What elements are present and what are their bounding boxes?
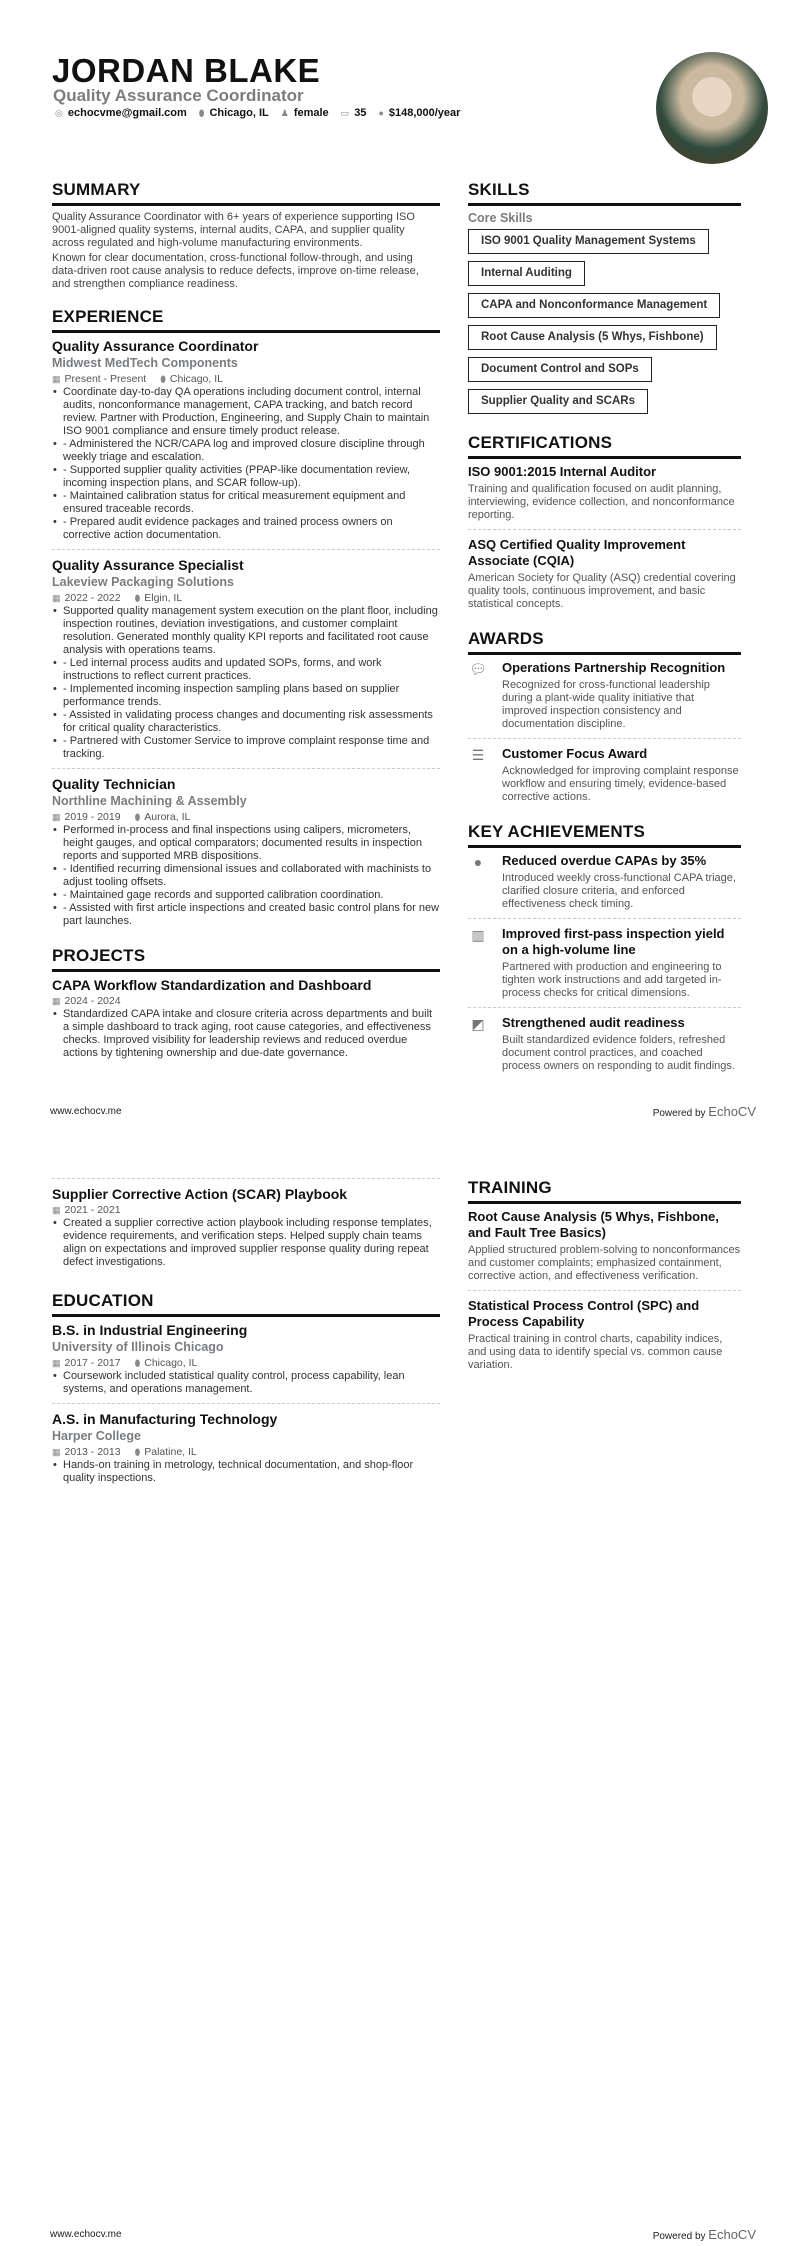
skills-section: [468, 180, 741, 421]
location-pin-icon: ⬮: [134, 812, 141, 822]
training-item: [468, 1209, 741, 1283]
calendar-icon: ▦: [52, 996, 61, 1006]
calendar-icon: ▦: [52, 593, 61, 603]
calendar-icon: ▦: [52, 1447, 61, 1457]
training-item: [468, 1290, 741, 1372]
certifications-section: [468, 433, 741, 611]
bullet: • Coordinate day-to-day QA operations including document control, internal audits, nonconformance management, CAPA tracking, and batch record review. Partner with Production, Engineering, and Supply Chain to maintain ISO 9001 compliance and ensure timely product release.: [52, 386, 440, 438]
school-name: Harper College: [52, 1429, 141, 1443]
school-name: University of Illinois Chicago: [52, 1340, 224, 1354]
divider: [52, 768, 440, 769]
divider: [52, 549, 440, 550]
education-section: [52, 1291, 440, 1485]
item-title: Root Cause Analysis (5 Whys, Fishbone, and Fault Tree Basics): [468, 1209, 719, 1240]
item-title: Reduced overdue CAPAs by 35%: [502, 853, 707, 868]
calendar-icon: ▦: [52, 1205, 61, 1215]
achievements-item: [468, 1007, 741, 1073]
item-description: Introduced weekly cross-functional CAPA triage, clarified closure criteria, and enforced effectiveness check timing.: [502, 872, 736, 910]
item-title: Operations Partnership Recognition: [502, 660, 726, 675]
skill-chip: Supplier Quality and SCARs: [468, 389, 648, 414]
money-icon: ●: [378, 108, 384, 118]
item-title: ISO 9001:2015 Internal Auditor: [468, 464, 657, 479]
calendar-icon: ▦: [52, 374, 61, 384]
candidate-title: Quality Assurance Coordinator: [53, 86, 304, 105]
slash-icon: ◩: [471, 1016, 485, 1032]
location-pin-icon: ⬮: [134, 1358, 141, 1368]
job-title: Quality Assurance Specialist: [52, 557, 244, 573]
job-item: Quality Assurance Specialist Lakeview Packaging Solutions ▦ 2022 - 2022 ⬮ Elgin, IL • Supported quality management system execution on the plant floor, including inspection routines, deviation investigations, and customer complaint resolution. Generated monthly quality KPI reports and facilitated root cause analysis with operations teams. • - Led internal process audits and updated SOPs, forms, and work instructions to reflect current practices. • - Implemented incoming inspection sampling plans based on supplier performance trends. • - Assisted in validating process changes and documenting risk assessments for critical quality characteristics. • - Partnered with Customer Service to improve complaint response time and tracking.: [52, 549, 440, 761]
chat-bubbles-icon: 💬︎: [469, 661, 487, 677]
project-item: Supplier Corrective Action (SCAR) Playbook ▦ 2021 - 2021 • Created a supplier corrective action playbook including response templates, evidence requirements, and verification steps. Helped supply chain teams align on expectations and improved supplier response quality during repeat defect investigations.: [52, 1186, 440, 1269]
item-title: Strengthened audit readiness: [502, 1015, 685, 1030]
right-column: [468, 1178, 741, 1372]
job-title: Quality Assurance Coordinator: [52, 338, 259, 354]
section-heading: EDUCATION: [52, 1291, 440, 1317]
skill-chip: Root Cause Analysis (5 Whys, Fishbone): [468, 325, 717, 350]
degree: B.S. in Industrial Engineering: [52, 1322, 248, 1338]
divider: [468, 918, 741, 919]
item-description: Training and qualification focused on audit planning, interviewing, evidence collection, and nonconformance reporting.: [468, 483, 735, 521]
degree: A.S. in Manufacturing Technology: [52, 1411, 278, 1427]
divider: [468, 1007, 741, 1008]
certifications-item: [468, 529, 741, 611]
summary-text: Known for clear documentation, cross-functional follow-through, and using data-driven root cause analysis to reduce defects, improve on-time release, and strengthen compliance readiness.: [52, 252, 419, 290]
left-column: [52, 180, 440, 1060]
skill-chip: CAPA and Nonconformance Management: [468, 293, 720, 318]
experience-section: [52, 307, 440, 928]
echocv-logo: EchoCV: [708, 1104, 756, 1119]
location-pin-icon: ⬮: [198, 108, 205, 118]
contact-gender: ♟ female: [280, 107, 329, 119]
skills-subheading: Core Skills: [468, 211, 533, 225]
bullet: • - Identified recurring dimensional issues and collaborated with machinists to adjust tooling offsets.: [52, 863, 440, 889]
job-item: Quality Technician Northline Machining & Assembly ▦ 2019 - 2019 ⬮ Aurora, IL • Performed in-process and final inspections using calipers, micrometers, height gauges, and optical comparators; documented results in inspection reports and supported MRB dispositions. • - Identified recurring dimensional issues and collaborated with machinists to adjust tooling offsets. • - Maintained gage records and supported calibration coordination. • - Assisted with first article inspections and created basic control plans for new part launches.: [52, 768, 440, 928]
item-description: Recognized for cross-functional leadership during a plant-wide quality initiative that improved inspection consistency and documentation discipline.: [502, 679, 710, 730]
bullet: • - Led internal process audits and updated SOPs, forms, and work instructions to reflect current practices.: [52, 657, 440, 683]
bullet: • - Maintained gage records and supported calibration coordination.: [52, 889, 440, 902]
section-heading: EXPERIENCE: [52, 307, 440, 333]
education-item: B.S. in Industrial Engineering University of Illinois Chicago ▦ 2017 - 2017 ⬮ Chicago, IL • Coursework included statistical quality control, process capability, lean systems, and operations management.: [52, 1322, 440, 1396]
item-description: American Society for Quality (ASQ) credential covering quality tools, continuous improvement, and basic statistical concepts.: [468, 572, 736, 610]
education-item: A.S. in Manufacturing Technology Harper College ▦ 2013 - 2013 ⬮ Palatine, IL • Hands-on training in metrology, technical documentation, and shop-floor quality inspections.: [52, 1403, 440, 1485]
bullet: • - Administered the NCR/CAPA log and improved closure discipline through weekly triage and escalation.: [52, 438, 440, 464]
bullet: • Supported quality management system execution on the plant floor, including inspection routines, deviation investigations, and customer complaint resolution. Generated monthly quality KPI reports and facilitated root cause analysis with operations teams.: [52, 605, 440, 657]
contact-email[interactable]: ◎ echocvme@gmail.com: [55, 107, 187, 119]
skill-chip: Internal Auditing: [468, 261, 585, 286]
footer-powered[interactable]: Powered by EchoCV: [652, 1104, 756, 1119]
skill-chip: Document Control and SOPs: [468, 357, 652, 382]
project-title: Supplier Corrective Action (SCAR) Playbook: [52, 1186, 348, 1202]
awards-item: [468, 738, 741, 804]
section-heading: TRAINING: [468, 1178, 741, 1204]
page-2: [0, 1123, 794, 2246]
contact-age: ▭ 35: [340, 107, 367, 119]
divider: [52, 1178, 440, 1179]
calendar-icon: ▭: [340, 108, 350, 118]
company-name: Midwest MedTech Components: [52, 356, 238, 370]
item-title: ASQ Certified Quality Improvement Associate (CQIA): [468, 537, 686, 568]
footer-powered[interactable]: Powered by EchoCV: [652, 2227, 756, 2242]
job-title: Quality Technician: [52, 776, 176, 792]
section-heading: AWARDS: [468, 629, 741, 655]
lines-icon: ☰: [471, 747, 485, 763]
bullet: • Standardized CAPA intake and closure criteria across departments and built a simple dashboard to track aging, root cause categories, and effectiveness checks. Improved visibility for leadership reviews and reduced overdue actions by tightening ownership and due-date governance.: [52, 1008, 440, 1060]
item-description: Built standardized evidence folders, refreshed document control practices, and coached process owners on responding to audit findings.: [502, 1034, 735, 1072]
summary-section: [52, 180, 440, 291]
bullet: • Created a supplier corrective action playbook including response templates, evidence requirements, and verification steps. Helped supply chain teams align on expectations and improved supplier response quality during repeat defect investigations.: [52, 1217, 440, 1269]
item-description: Partnered with production and engineering to tighten work instructions and add targeted in-process checks for critical dimensions.: [502, 961, 722, 999]
contact-row: [55, 107, 460, 119]
bullet: • - Maintained calibration status for critical measurement equipment and ensured traceable records.: [52, 490, 440, 516]
item-description: Acknowledged for improving complaint response workflow and ensuring timely, evidence-based corrective actions.: [502, 765, 739, 803]
divider: [468, 1290, 741, 1291]
bullet: • Performed in-process and final inspections using calipers, micrometers, height gauges, and optical comparators; documented results in inspection reports and supported MRB dispositions.: [52, 824, 440, 863]
location-pin-icon: ⬮: [134, 593, 141, 603]
achievements-item: [468, 853, 741, 911]
email-icon: ◎: [55, 108, 63, 118]
item-title: Statistical Process Control (SPC) and Process Capability: [468, 1298, 700, 1329]
location-pin-icon: ⬮: [134, 1447, 141, 1457]
awards-section: [468, 629, 741, 804]
bullet: • Coursework included statistical quality control, process capability, lean systems, and operations management.: [52, 1370, 440, 1396]
projects-section: [52, 946, 440, 1060]
item-title: Customer Focus Award: [502, 746, 648, 761]
divider: [468, 738, 741, 739]
badge-icon: ●: [473, 854, 483, 870]
bullet: • - Partnered with Customer Service to improve complaint response time and tracking.: [52, 735, 440, 761]
company-name: Northline Machining & Assembly: [52, 794, 247, 808]
divider: [52, 1403, 440, 1404]
summary-text: Quality Assurance Coordinator with 6+ years of experience supporting ISO 9001-aligned quality systems, internal audits, CAPA, and supplier quality across regulated and high-volume manufacturing environments.: [52, 211, 415, 249]
item-description: Applied structured problem-solving to nonconformances and customer complaints; emphasized containment, corrective action, and effectiveness verification.: [468, 1244, 741, 1282]
contact-location: ⬮ Chicago, IL: [198, 107, 269, 119]
section-heading: KEY ACHIEVEMENTS: [468, 822, 741, 848]
bullet: • - Assisted with first article inspections and created basic control plans for new part launches.: [52, 902, 440, 928]
item-description: Practical training in control charts, capability indices, and using data to identify special vs. common cause variation.: [468, 1333, 723, 1371]
location-pin-icon: ⬮: [160, 374, 166, 384]
footer-url[interactable]: www.echocv.me: [50, 1106, 122, 1117]
item-title: Improved first-pass inspection yield on a high-volume line: [502, 926, 725, 957]
contact-salary: ● $148,000/year: [378, 107, 461, 119]
person-icon: ♟: [280, 108, 289, 118]
achievements-item: [468, 918, 741, 1000]
bullet: • - Supported supplier quality activities (PPAP-like documentation review, incoming inspection plans, and SCAR follow-up).: [52, 464, 440, 490]
bullet: • - Assisted in validating process changes and documenting risk assessments for critical quality characteristics.: [52, 709, 440, 735]
echocv-logo: EchoCV: [708, 2227, 756, 2242]
section-heading: PROJECTS: [52, 946, 440, 972]
certifications-item: [468, 464, 741, 522]
left-column: [52, 1178, 440, 1485]
section-heading: SUMMARY: [52, 180, 440, 206]
candidate-name: JORDAN BLAKE: [52, 52, 321, 89]
project-item: [52, 977, 440, 1060]
achievements-section: [468, 822, 741, 1073]
project-meta: ▦ 2024 - 2024: [52, 995, 121, 1007]
job-item: Quality Assurance Coordinator Midwest MedTech Components ▦ Present - Present ⬮ Chicago, IL • Coordinate day-to-day QA operations including document control, internal audits, nonconformance management, CAPA tracking, and batch record review. Partner with Production, Engineering, and Supply Chain to maintain ISO 9001 compliance and ensure timely product release. • - Administered the NCR/CAPA log and improved closure discipline through weekly triage and escalation. • - Supported supplier quality activities (PPAP-like documentation review, incoming inspection plans, and SCAR follow-up). • - Maintained calibration status for critical measurement equipment and ensured traceable records. • - Prepared audit evidence packages and trained process owners on corrective action documentation.: [52, 338, 440, 542]
skill-chip: ISO 9001 Quality Management Systems: [468, 229, 709, 254]
project-title: CAPA Workflow Standardization and Dashboard: [52, 977, 372, 993]
profile-photo: [656, 52, 768, 164]
section-heading: CERTIFICATIONS: [468, 433, 741, 459]
section-heading: SKILLS: [468, 180, 741, 206]
bullet: • - Implemented incoming inspection sampling plans based on supplier performance trends.: [52, 683, 440, 709]
bullet: • - Prepared audit evidence packages and trained process owners on corrective action documentation.: [52, 516, 440, 542]
company-name: Lakeview Packaging Solutions: [52, 575, 235, 589]
calendar-icon: ▦: [52, 812, 61, 822]
awards-item: [468, 660, 741, 731]
bullet: • Hands-on training in metrology, technical documentation, and shop-floor quality inspections.: [52, 1459, 440, 1485]
training-section: [468, 1178, 741, 1372]
building-icon: ▥: [471, 927, 485, 943]
footer-url[interactable]: www.echocv.me: [50, 2229, 122, 2240]
right-column: [468, 180, 741, 1073]
calendar-icon: ▦: [52, 1358, 61, 1368]
divider: [468, 529, 741, 530]
